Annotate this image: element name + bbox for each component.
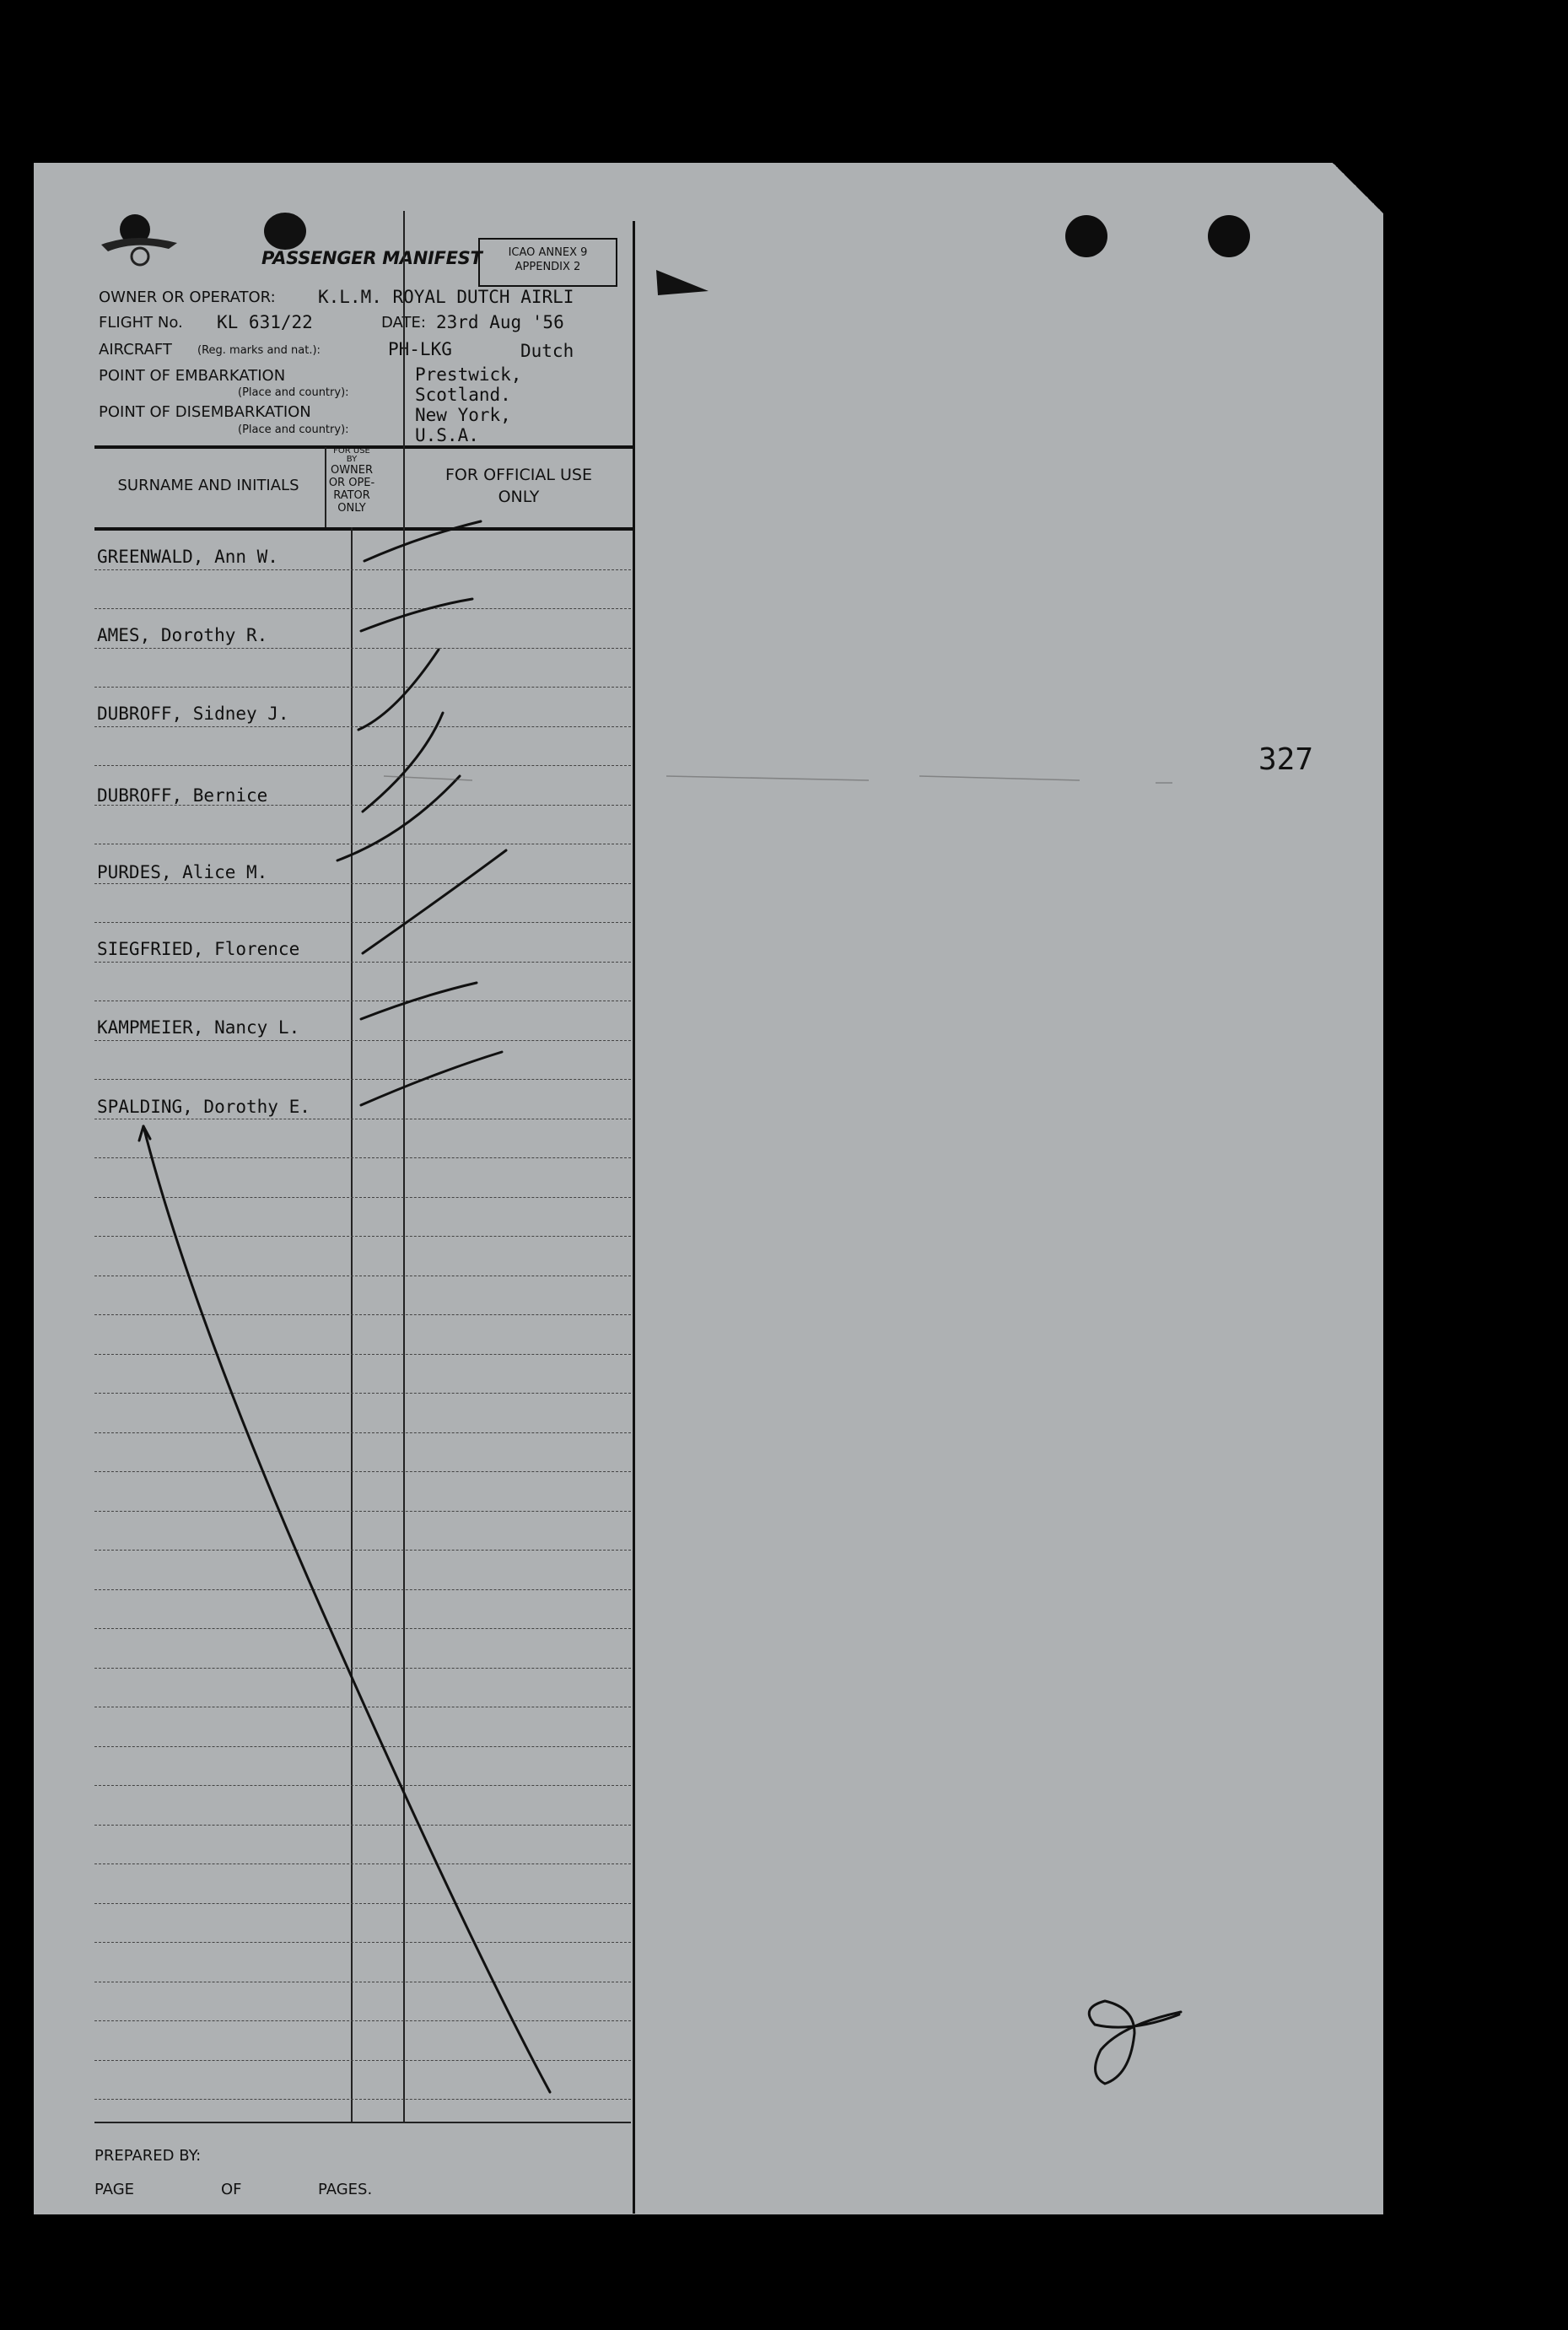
col-header-surname: SURNAME AND INITIALS	[117, 477, 299, 494]
disembark-label: POINT OF DISEMBARKATION	[99, 403, 311, 421]
embark-sublabel: (Place and country):	[238, 386, 349, 399]
icao-line1: ICAO ANNEX 9	[508, 246, 588, 259]
form-title: PASSENGER MANIFEST	[261, 248, 482, 268]
aircraft-value: PH-LKG	[388, 339, 452, 359]
passenger-name-5: PURDES, Alice M.	[97, 862, 268, 882]
owner-value: K.L.M. ROYAL DUTCH AIRLI	[318, 287, 574, 307]
aircraft-sublabel: (Reg. marks and nat.):	[197, 344, 321, 357]
passenger-name-2: AMES, Dorothy R.	[97, 625, 268, 645]
faint-stamp-marks	[384, 776, 1172, 783]
owner-use-line2: BY	[346, 455, 358, 464]
disembark-sublabel: (Place and country):	[238, 423, 349, 436]
of-label: OF	[221, 2181, 242, 2198]
embark-value-1: Prestwick,	[415, 364, 522, 385]
aircraft-nationality: Dutch	[520, 341, 574, 361]
official-use-line2: ONLY	[498, 488, 540, 506]
aircraft-label: AIRCRAFT	[99, 341, 172, 359]
owner-use-line6: ONLY	[337, 502, 366, 515]
passenger-name-7: KAMPMEIER, Nancy L.	[97, 1017, 300, 1038]
flight-value: KL 631/22	[217, 312, 313, 332]
prepared-by-label: PREPARED BY:	[94, 2147, 202, 2165]
owner-use-line4: OR OPE-	[328, 477, 375, 489]
tick-mark-7	[361, 983, 477, 1019]
tick-mark-8	[361, 1052, 502, 1105]
tick-mark-6	[363, 850, 506, 953]
passenger-name-1: GREENWALD, Ann W.	[97, 547, 278, 567]
handwritten-eight	[1089, 2001, 1181, 2084]
strike-through-line	[143, 1126, 550, 2092]
passenger-name-8: SPALDING, Dorothy E.	[97, 1097, 310, 1117]
date-value: 23rd Aug '56	[436, 312, 564, 332]
passenger-name-4: DUBROFF, Bernice	[97, 785, 268, 806]
icao-line2: APPENDIX 2	[515, 261, 581, 273]
official-use-line1: FOR OFFICIAL USE	[445, 466, 592, 484]
tick-mark-4	[363, 713, 443, 812]
date-label: DATE:	[381, 314, 426, 332]
disembark-value-1: New York,	[415, 405, 511, 425]
embark-label: POINT OF EMBARKATION	[99, 367, 286, 385]
passenger-name-3: DUBROFF, Sidney J.	[97, 704, 289, 724]
tick-mark-3	[358, 650, 439, 730]
tick-mark-1	[364, 521, 481, 561]
owner-use-line1: FOR USE	[333, 446, 370, 456]
torn-mark	[656, 270, 709, 295]
passenger-name-6: SIEGFRIED, Florence	[97, 939, 300, 959]
disembark-value-2: U.S.A.	[415, 425, 479, 445]
page-label: PAGE	[94, 2181, 135, 2198]
owner-label: OWNER OR OPERATOR:	[99, 289, 276, 306]
owner-use-line3: OWNER	[330, 464, 374, 477]
tick-mark-5	[337, 776, 460, 860]
page-number: 327	[1258, 742, 1314, 777]
tick-mark-2	[361, 599, 472, 631]
embark-value-2: Scotland.	[415, 385, 511, 405]
flight-label: FLIGHT No.	[99, 314, 183, 332]
pages-label: PAGES.	[318, 2181, 373, 2198]
owner-use-line5: RATOR	[333, 489, 370, 502]
